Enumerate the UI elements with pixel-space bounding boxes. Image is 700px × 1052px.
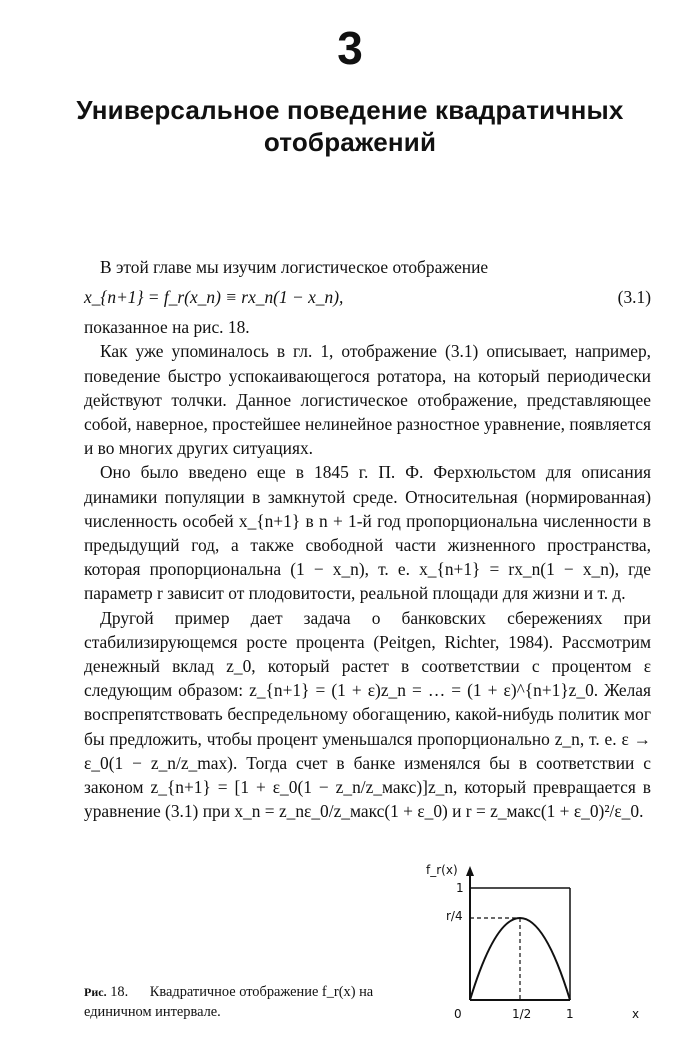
- y-tick-1: 1: [456, 881, 464, 895]
- x-tick-half: 1/2: [512, 1007, 532, 1021]
- x-tick-1: 1: [566, 1007, 574, 1021]
- figure-18-graph: [420, 862, 650, 1022]
- x-axis-label: x: [632, 1007, 640, 1021]
- equation-formula-text: x_{n+1} = f_r(x_n) ≡ rx_n(1 − x_n),: [84, 287, 344, 308]
- equation-number: (3.1): [617, 287, 651, 308]
- intro-after: показанное на рис. 18.: [84, 317, 250, 338]
- figure-18: [420, 862, 650, 1022]
- equation-3-1: [84, 279, 651, 315]
- paragraph-2: Оно было введено еще в 1845 г. П. Ф. Ферхюльстом для описания динамики популяции в замкнутой среде. Относительная (нормированная) численность особей x_{n+1} в n + 1-й год пропорциональна численности в предыдущий год, а также свободной части жизненного пространства, которая пропорциональна (1 − x_n), т. е. x_{n+1} = rx_n(1 − x_n), где параметр r зависит от плодовитости, реальной площади для жизни и т. д.: [84, 462, 651, 604]
- body-text: [84, 255, 651, 823]
- paragraph-3: Другой пример дает задача о банковских сбережениях при стабилизирующемся росте процента (Peitgen, Richter, 1984). Рассмотрим денежный вклад z_0, который растет в соответствии с процентом ε следующим образом: z_{n+1} = (1 + ε)z_n = … = (1 + ε)^{n+1}z_0. Желая воспрепятствовать беспредельному обогащению, какой-нибудь политик мог бы предложить, чтобы процент уменьшался пропорционально z_n, т. е. ε → ε_0(1 − z_n/z_max). Тогда счет в банке изменялся бы в соответствии с законом z_{n+1} = [1 + ε_0(1 − z_n/z_макс)]z_n, который превращается в уравнение (3.1) при x_n = z_nε_0/z_макс(1 + ε_0) и r = z_макс(1 + ε_0)²/ε_0.: [84, 607, 651, 822]
- intro-text: В этой главе мы изучим логистическое отображение: [100, 257, 489, 277]
- y-axis-label: f_r(x): [426, 863, 458, 877]
- chapter-title-line1: Универсальное поведение квадратичных: [76, 95, 624, 125]
- y-tick-r4: r/4: [446, 909, 463, 923]
- chapter-number: 3: [337, 22, 363, 74]
- figure-label: Рис.: [84, 985, 107, 999]
- chapter-title-line2: отображений: [263, 127, 437, 157]
- chapter-title: [40, 94, 660, 158]
- paragraph-1: Как уже упоминалось в гл. 1, отображение (3.1) описывает, например, поведение быстро успокаивающегося ротатора, на который периодически действуют толчки. Данное логистическое отображение, представляющее собой, наверное, простейшее нелинейное разностное уравнение, появляется и во многих других ситуациях.: [84, 341, 651, 459]
- figure-caption: [84, 982, 414, 1022]
- equation-formula: [84, 279, 343, 315]
- figure-number: 18.: [110, 984, 129, 1000]
- figure-caption-text: Квадратичное отображение f_r(x) на единичном интервале.: [84, 984, 374, 1020]
- y-axis-arrow: [466, 866, 474, 876]
- parabola-curve: [470, 918, 570, 1000]
- x-tick-0: 0: [454, 1007, 462, 1021]
